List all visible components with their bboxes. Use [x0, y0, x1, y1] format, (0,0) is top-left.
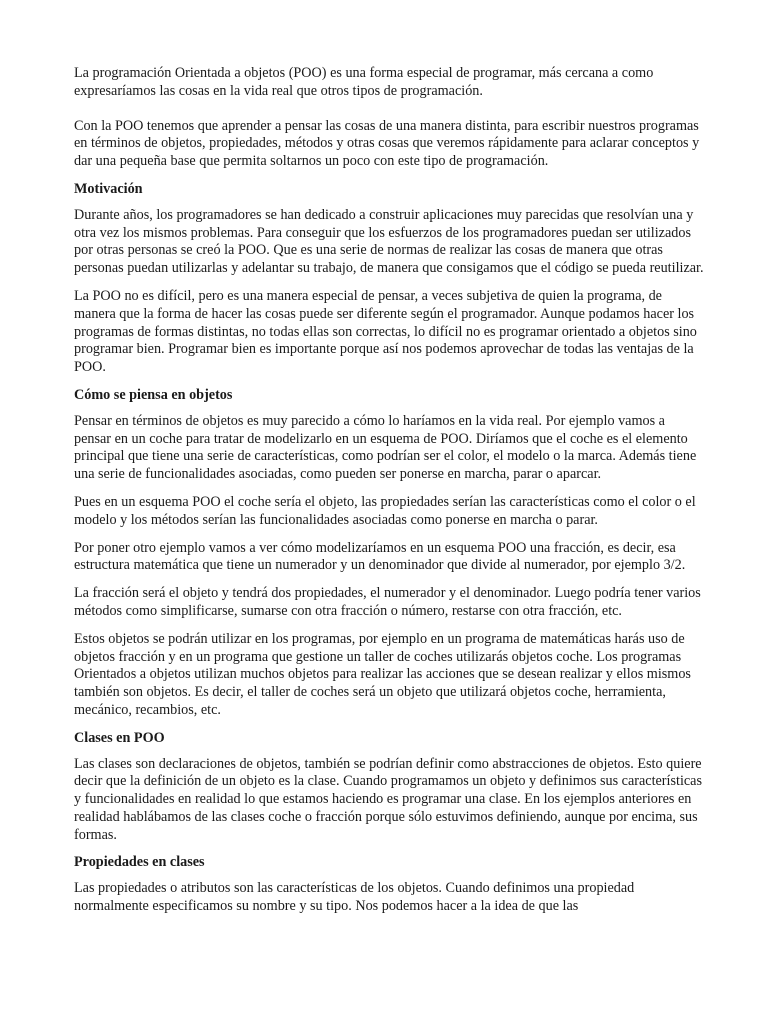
section-heading-propiedades: Propiedades en clases: [74, 854, 205, 871]
paragraph: Las propiedades o atributos son las características de los objetos. Cuando definimos una propiedad normalmente especificamos su nombre y su tipo. Nos podemos hacer a la idea de que las: [74, 880, 635, 915]
paragraph: Pues en un esquema POO el coche sería el objeto, las propiedades serían las características como el color o el modelo y los métodos serían las funcionalidades asociadas como ponerse en marcha o parar.: [74, 493, 696, 528]
intro-paragraph-1: La programación Orientada a objetos (POO) es una forma especial de programar, más cercana a como expresaríamos las cosas en la vida real que otros tipos de programación.: [74, 65, 654, 99]
section-heading-como-se-piensa: Cómo se piensa en objetos: [74, 386, 233, 403]
paragraph: Pensar en términos de objetos es muy parecido a cómo lo haríamos en la vida real. Por ejemplo vamos a pensar en un coche para tratar de modelizarlo en un esquema de POO. Diríamos que el coche es el elemento principal que tiene una serie de características, como podrían ser el color, el modelo o la marca. Además tiene una serie de funcionalidades asociadas, como pueden ser ponerse en marcha, parar o aparcar.: [74, 412, 697, 483]
section-heading-clases: Clases en POO: [74, 729, 165, 746]
paragraph: Estos objetos se podrán utilizar en los programas, por ejemplo en un programa de matemáticas harás uso de objetos fracción y en un programa que gestione un taller de coches utilizarás objetos coche. Los programas Orientados a objetos utilizan muchos objetos para realizar las acciones que se desean realizar y ellos mismos también son objetos. Es decir, el taller de coches será un objeto que utilizará objetos coche, herramienta, mecánico, recambios, etc.: [74, 630, 691, 718]
paragraph: Durante años, los programadores se han dedicado a construir aplicaciones muy parecidas que resolvían una y otra vez los mismos problemas. Para conseguir que los esfuerzos de los programadores puedan ser utilizados por otras personas se creó la POO. Que es una serie de normas de realizar las cosas de manera que otras personas puedan utilizarlas y adelantar su trabajo, de manera que consigamos que el código se pueda reutilizar.: [74, 206, 704, 277]
document-body: [74, 65, 704, 926]
paragraph: Por poner otro ejemplo vamos a ver cómo modelizaríamos en un esquema POO una fracción, es decir, esa estructura matemática que tiene un numerador y un denominador que divide al numerador, por ejemplo 3/2.: [74, 539, 686, 574]
paragraph: La fracción será el objeto y tendrá dos propiedades, el numerador y el denominador. Luego podría tener varios métodos como simplificarse, sumarse con otra fracción o número, restarse con otra fracción, etc.: [74, 585, 701, 619]
paragraph: La POO no es difícil, pero es una manera especial de pensar, a veces subjetiva de quien la programa, de manera que la forma de hacer las cosas puede ser diferente según el programador. Aunque podamos hacer los programas de formas distintas, no todas ellas son correctas, lo difícil no es programar orientado a objetos sino programar bien. Programar bien es importante porque así nos podemos aprovechar de todas las ventajas de la POO.: [74, 287, 697, 376]
paragraph: Las clases son declaraciones de objetos, también se podrían definir como abstracciones de objetos. Esto quiere decir que la definición de un objeto es la clase. Cuando programamos un objeto y definimos sus características y funcionalidades en realidad lo que estamos haciendo es programar una clase. En los ejemplos anteriores en realidad hablábamos de las clases coche o fracción porque sólo estuvimos definiendo, aunque por encima, sus formas.: [74, 755, 702, 843]
section-heading-motivacion: Motivación: [74, 180, 143, 197]
intro-paragraph-2: Con la POO tenemos que aprender a pensar las cosas de una manera distinta, para escribir nuestros programas en términos de objetos, propiedades, métodos y otras cosas que veremos rápidamente para aclarar conceptos y dar una pequeña base que permita soltarnos un poco con este tipo de programación.: [74, 117, 700, 170]
